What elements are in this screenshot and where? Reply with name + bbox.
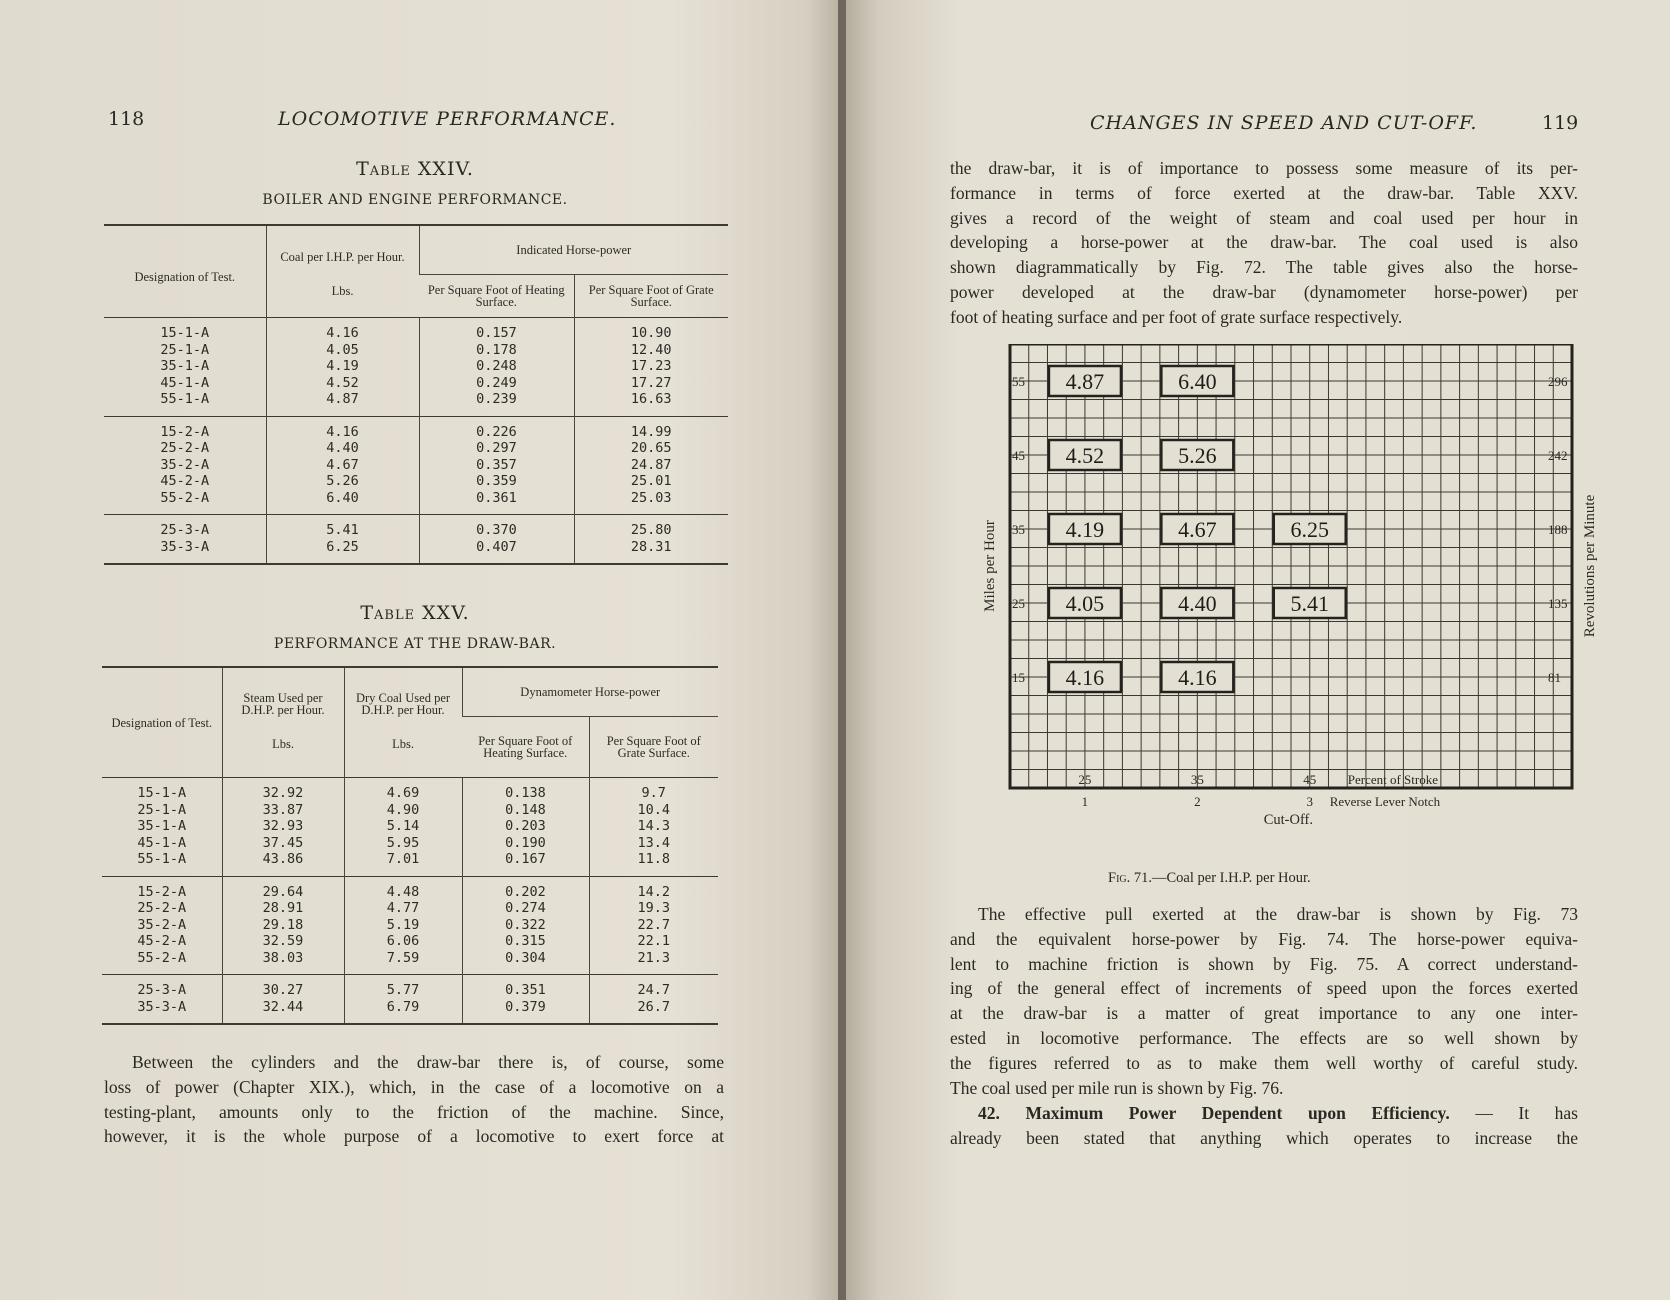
t25-cell: 15-1-A bbox=[102, 778, 222, 802]
coal-value-label: 4.05 bbox=[1065, 591, 1105, 616]
t24-cell: 0.370 bbox=[419, 515, 574, 539]
t25-cell: 0.202 bbox=[462, 876, 589, 900]
t25-cell: 0.315 bbox=[462, 933, 589, 950]
table-row bbox=[104, 416, 728, 440]
t24-cell: 28.31 bbox=[574, 539, 728, 565]
text-line: lent to machine friction is shown by Fig. 75. A correct understand- bbox=[950, 953, 1578, 974]
t25-cell: 4.48 bbox=[344, 876, 462, 900]
table-row bbox=[104, 473, 728, 490]
t24-cell: 45-2-A bbox=[160, 473, 210, 489]
table-row bbox=[104, 375, 728, 392]
t24-cell: 25-2-A bbox=[160, 440, 210, 456]
text-line: developing a horse-power at the draw-bar. The coal used is also bbox=[950, 232, 1578, 253]
t25-cell: 32.93 bbox=[222, 818, 344, 835]
t24-cell: 4.19 bbox=[266, 358, 419, 375]
t25-cell: 6.79 bbox=[344, 999, 462, 1025]
t25-cell: 4.90 bbox=[344, 802, 462, 819]
t25-cell: 32.92 bbox=[222, 778, 344, 802]
table-row bbox=[102, 917, 718, 934]
t24-cell: 4.87 bbox=[266, 391, 419, 416]
coal-value-label: 6.25 bbox=[1290, 517, 1329, 542]
figure-71-chart bbox=[944, 344, 1634, 874]
table-row bbox=[104, 490, 728, 515]
t24-cell: 0.178 bbox=[419, 342, 574, 359]
t25-cell: 6.06 bbox=[344, 933, 462, 950]
table-row bbox=[104, 391, 728, 416]
t25-cell: 0.203 bbox=[462, 818, 589, 835]
left-paragraph bbox=[104, 1050, 724, 1149]
t25-cell: 24.7 bbox=[589, 975, 718, 999]
t24-cell: 55-2-A bbox=[160, 489, 210, 506]
reverse-lever-tick: 2 bbox=[1194, 794, 1201, 809]
t24-cell: 25.01 bbox=[574, 473, 728, 490]
right-page bbox=[846, 0, 1670, 1300]
percent-stroke-tick: 45 bbox=[1303, 772, 1317, 787]
t25-cell: 37.45 bbox=[222, 835, 344, 852]
coal-value-label: 4.40 bbox=[1178, 591, 1217, 616]
t24-cell: 12.40 bbox=[574, 342, 728, 359]
t24-cell: 10.90 bbox=[574, 318, 728, 342]
table-row bbox=[104, 440, 728, 457]
coal-value-label: 4.87 bbox=[1065, 369, 1105, 394]
miles-per-hour-tick: 15 bbox=[1012, 670, 1025, 685]
coal-value-label: 5.41 bbox=[1290, 591, 1329, 616]
text-line: formance in terms of force exerted at the draw-bar. Table XXV. bbox=[950, 182, 1578, 203]
t25-cell: 7.59 bbox=[344, 950, 462, 975]
percent-stroke-label: Percent of Stroke bbox=[1347, 772, 1438, 787]
miles-per-hour-tick: 25 bbox=[1012, 596, 1025, 611]
t24-header-grate: Per Square Foot of Grate Surface. bbox=[574, 275, 728, 318]
t25-cell: 0.304 bbox=[462, 950, 589, 975]
t25-cell: 25-2-A bbox=[137, 900, 187, 916]
table-row bbox=[104, 539, 728, 565]
text-line: power developed at the draw-bar (dynamometer horse-power) per bbox=[950, 281, 1578, 302]
t25-cell: 19.3 bbox=[589, 900, 718, 917]
t25-cell: 15-2-A bbox=[102, 876, 222, 900]
t25-header-designation: Designation of Test. bbox=[102, 667, 222, 778]
running-head-right: CHANGES IN SPEED AND CUT-OFF. bbox=[1090, 112, 1478, 134]
text-line: testing-plant, amounts only to the friction of the machine. Since, bbox=[104, 1101, 724, 1122]
table-row bbox=[104, 515, 728, 539]
t24-cell: 0.226 bbox=[419, 416, 574, 440]
t25-cell: 45-2-A bbox=[137, 933, 187, 949]
t24-cell: 4.52 bbox=[266, 375, 419, 392]
t25-cell: 32.59 bbox=[222, 933, 344, 950]
t24-header-heating: Per Square Foot of Heating Surface. bbox=[419, 275, 574, 318]
running-head-left: LOCOMOTIVE PERFORMANCE. bbox=[278, 108, 617, 130]
t25-cell: 26.7 bbox=[589, 999, 718, 1025]
t25-cell: 9.7 bbox=[589, 778, 718, 802]
reverse-lever-tick: 3 bbox=[1306, 794, 1313, 809]
table-24 bbox=[104, 224, 728, 565]
t25-cell: 25-1-A bbox=[137, 801, 187, 818]
t24-cell: 5.26 bbox=[266, 473, 419, 490]
t25-cell: 35-1-A bbox=[137, 818, 187, 834]
t24-cell: 55-1-A bbox=[160, 391, 210, 407]
reverse-lever-tick: 1 bbox=[1081, 794, 1089, 809]
t25-cell: 10.4 bbox=[589, 802, 718, 819]
miles-per-hour-tick: 35 bbox=[1012, 522, 1025, 537]
t24-cell: 35-2-A bbox=[160, 456, 210, 473]
right-paragraph-1 bbox=[950, 156, 1578, 330]
table-25-title: PERFORMANCE AT THE DRAW-BAR. bbox=[273, 636, 557, 652]
table-row bbox=[102, 818, 718, 835]
rpm-tick: 242 bbox=[1548, 448, 1568, 463]
coal-value-label: 4.16 bbox=[1178, 665, 1217, 690]
t25-cell: 0.274 bbox=[462, 900, 589, 917]
text-line: shown diagrammatically by Fig. 72. The table gives also the horse- bbox=[950, 257, 1578, 278]
t25-cell: 0.351 bbox=[462, 975, 589, 999]
t25-cell: 0.138 bbox=[462, 778, 589, 802]
section-text-line: already been stated that anything which operates to increase the bbox=[950, 1127, 1578, 1148]
t25-header-grate: Per Square Foot of Grate Surface. bbox=[589, 717, 718, 778]
t24-cell: 45-1-A bbox=[160, 374, 210, 391]
t24-cell: 4.40 bbox=[266, 440, 419, 457]
table-25 bbox=[102, 666, 718, 1025]
t24-cell: 0.239 bbox=[419, 391, 574, 416]
t25-cell: 0.379 bbox=[462, 999, 589, 1025]
table-row bbox=[102, 900, 718, 917]
table-row bbox=[102, 950, 718, 975]
page-number-right: 119 bbox=[1542, 112, 1579, 134]
text-line: loss of power (Chapter XIX.), which, in the case of a locomotive on a bbox=[104, 1076, 724, 1097]
t25-cell: 5.14 bbox=[344, 818, 462, 835]
t25-cell: 5.77 bbox=[344, 975, 462, 999]
table-row bbox=[102, 933, 718, 950]
t24-cell: 16.63 bbox=[574, 391, 728, 416]
t24-cell: 0.297 bbox=[419, 440, 574, 457]
figure-71-caption: Fig. 71.—Coal per I.H.P. per Hour. bbox=[1108, 870, 1311, 886]
t25-cell: 55-1-A bbox=[137, 851, 187, 867]
coal-value-label: 4.19 bbox=[1065, 517, 1105, 542]
t24-header-designation: Designation of Test. bbox=[104, 225, 266, 318]
section-text-start: — It has bbox=[1475, 1103, 1578, 1123]
t25-header-coal: Dry Coal Used per D.H.P. per Hour. Lbs. bbox=[344, 667, 462, 778]
t24-cell: 17.23 bbox=[574, 358, 728, 375]
t24-cell: 14.99 bbox=[574, 416, 728, 440]
text-line: ested in locomotive performance. The effects are so well shown by bbox=[950, 1027, 1578, 1048]
t25-cell: 4.69 bbox=[344, 778, 462, 802]
table-row bbox=[102, 778, 718, 802]
section-heading: 42. Maximum Power Dependent upon Efficiency. bbox=[978, 1103, 1450, 1123]
text-line: however, it is the whole purpose of a locomotive to exert force at bbox=[104, 1126, 724, 1147]
table-25-caption: Table XXV. bbox=[360, 602, 470, 624]
t25-header-dhp: Dynamometer Horse-power bbox=[462, 667, 718, 717]
text-line: gives a record of the weight of steam and coal used per hour in bbox=[950, 207, 1578, 228]
t24-cell: 35-3-A bbox=[104, 539, 266, 565]
miles-per-hour-label: Miles per Hour bbox=[982, 520, 998, 612]
rpm-tick: 81 bbox=[1548, 670, 1561, 685]
t24-cell: 0.359 bbox=[419, 473, 574, 490]
t25-header-steam: Steam Used per D.H.P. per Hour. Lbs. bbox=[222, 667, 344, 778]
t25-cell: 0.322 bbox=[462, 917, 589, 934]
t24-cell: 4.05 bbox=[266, 342, 419, 359]
table-row bbox=[104, 358, 728, 375]
table-24-caption: Table XXIV. bbox=[356, 158, 474, 180]
rpm-tick: 135 bbox=[1548, 596, 1568, 611]
t25-cell: 21.3 bbox=[589, 950, 718, 975]
table-row bbox=[102, 999, 718, 1025]
table-row bbox=[104, 318, 728, 342]
t24-cell: 5.41 bbox=[266, 515, 419, 539]
t25-cell: 33.87 bbox=[222, 802, 344, 819]
t24-cell: 15-1-A bbox=[104, 318, 266, 342]
miles-per-hour-tick: 45 bbox=[1012, 448, 1025, 463]
table-row bbox=[102, 802, 718, 819]
miles-per-hour-tick: 55 bbox=[1012, 374, 1025, 389]
text-line: and the equivalent horse-power by Fig. 74. The horse-power equiva- bbox=[950, 928, 1578, 949]
t25-cell: 13.4 bbox=[589, 835, 718, 852]
t24-cell: 0.361 bbox=[419, 490, 574, 515]
text-line: The effective pull exerted at the draw-bar is shown by Fig. 73 bbox=[978, 904, 1578, 924]
cut-off-label: Cut-Off. bbox=[1263, 812, 1314, 828]
text-line: foot of heating surface and per foot of grate surface respectively. bbox=[950, 306, 1403, 327]
t25-cell: 45-1-A bbox=[137, 834, 187, 851]
table-24-title: BOILER AND ENGINE PERFORMANCE. bbox=[262, 192, 568, 208]
t24-cell: 6.40 bbox=[266, 490, 419, 515]
t25-cell: 43.86 bbox=[222, 851, 344, 876]
percent-stroke-tick: 35 bbox=[1190, 772, 1204, 787]
t25-header-heating: Per Square Foot of Heating Surface. bbox=[462, 717, 589, 778]
t24-cell: 0.248 bbox=[419, 358, 574, 375]
t24-cell: 0.357 bbox=[419, 457, 574, 474]
t24-cell: 0.407 bbox=[419, 539, 574, 565]
table-row bbox=[102, 876, 718, 900]
t25-cell: 35-3-A bbox=[102, 999, 222, 1025]
t25-cell: 32.44 bbox=[222, 999, 344, 1025]
t25-cell: 22.1 bbox=[589, 933, 718, 950]
t24-cell: 4.16 bbox=[266, 318, 419, 342]
t24-cell: 20.65 bbox=[574, 440, 728, 457]
coal-value-label: 4.67 bbox=[1178, 517, 1217, 542]
t25-cell: 0.148 bbox=[462, 802, 589, 819]
t25-cell: 14.2 bbox=[589, 876, 718, 900]
coal-value-label: 6.40 bbox=[1178, 369, 1217, 394]
t24-header-coal: Coal per I.H.P. per Hour. Lbs. bbox=[266, 225, 419, 318]
t24-cell: 25.03 bbox=[574, 490, 728, 515]
text-line: the figures referred to as to make them well worthy of careful study. bbox=[950, 1052, 1578, 1073]
t25-cell: 29.18 bbox=[222, 917, 344, 934]
table-row bbox=[102, 851, 718, 876]
t25-cell: 4.77 bbox=[344, 900, 462, 917]
t25-cell: 11.8 bbox=[589, 851, 718, 876]
coal-value-label: 5.26 bbox=[1178, 443, 1217, 468]
t24-cell: 24.87 bbox=[574, 457, 728, 474]
text-line: Between the cylinders and the draw-bar there is, of course, some bbox=[132, 1052, 724, 1072]
t24-cell: 15-2-A bbox=[104, 416, 266, 440]
t24-cell: 25-1-A bbox=[160, 341, 210, 358]
t24-cell: 35-1-A bbox=[160, 358, 210, 374]
t24-cell: 0.157 bbox=[419, 318, 574, 342]
rpm-tick: 296 bbox=[1548, 374, 1568, 389]
t25-cell: 55-2-A bbox=[137, 949, 187, 966]
t25-cell: 30.27 bbox=[222, 975, 344, 999]
t25-cell: 0.190 bbox=[462, 835, 589, 852]
table-row bbox=[104, 342, 728, 359]
rpm-tick: 188 bbox=[1548, 522, 1568, 537]
t24-cell: 4.16 bbox=[266, 416, 419, 440]
t25-cell: 38.03 bbox=[222, 950, 344, 975]
t25-cell: 25-3-A bbox=[102, 975, 222, 999]
t24-cell: 4.67 bbox=[266, 457, 419, 474]
coal-value-label: 4.52 bbox=[1065, 443, 1105, 468]
right-paragraph-2 bbox=[950, 902, 1578, 1100]
t24-header-ihp: Indicated Horse-power bbox=[419, 225, 728, 275]
t25-cell: 0.167 bbox=[462, 851, 589, 876]
table-row bbox=[104, 457, 728, 474]
t25-cell: 29.64 bbox=[222, 876, 344, 900]
page-number-left: 118 bbox=[108, 108, 145, 130]
table-row bbox=[102, 835, 718, 852]
t24-cell: 25-3-A bbox=[104, 515, 266, 539]
t25-cell: 14.3 bbox=[589, 818, 718, 835]
revolutions-per-minute-label: Revolutions per Minute bbox=[1582, 494, 1598, 638]
t24-cell: 0.249 bbox=[419, 375, 574, 392]
text-line: The coal used per mile run is shown by Fig. 76. bbox=[950, 1077, 1284, 1098]
t25-cell: 5.19 bbox=[344, 917, 462, 934]
reverse-lever-label: Reverse Lever Notch bbox=[1329, 794, 1441, 809]
t25-cell: 5.95 bbox=[344, 835, 462, 852]
t24-cell: 6.25 bbox=[266, 539, 419, 565]
percent-stroke-tick: 25 bbox=[1078, 772, 1092, 787]
section-42-paragraph bbox=[950, 1101, 1578, 1151]
t24-cell: 17.27 bbox=[574, 375, 728, 392]
t25-cell: 35-2-A bbox=[137, 916, 187, 933]
text-line: ing of the general effect of increments of speed upon the forces exerted bbox=[950, 978, 1578, 999]
t25-cell: 7.01 bbox=[344, 851, 462, 876]
table-row bbox=[102, 975, 718, 999]
text-line: the draw-bar, it is of importance to possess some measure of its per- bbox=[950, 158, 1578, 178]
text-line: at the draw-bar is a matter of great importance to any one inter- bbox=[950, 1003, 1578, 1024]
coal-value-label: 4.16 bbox=[1065, 665, 1105, 690]
t25-cell: 28.91 bbox=[222, 900, 344, 917]
t24-cell: 25.80 bbox=[574, 515, 728, 539]
t25-cell: 22.7 bbox=[589, 917, 718, 934]
